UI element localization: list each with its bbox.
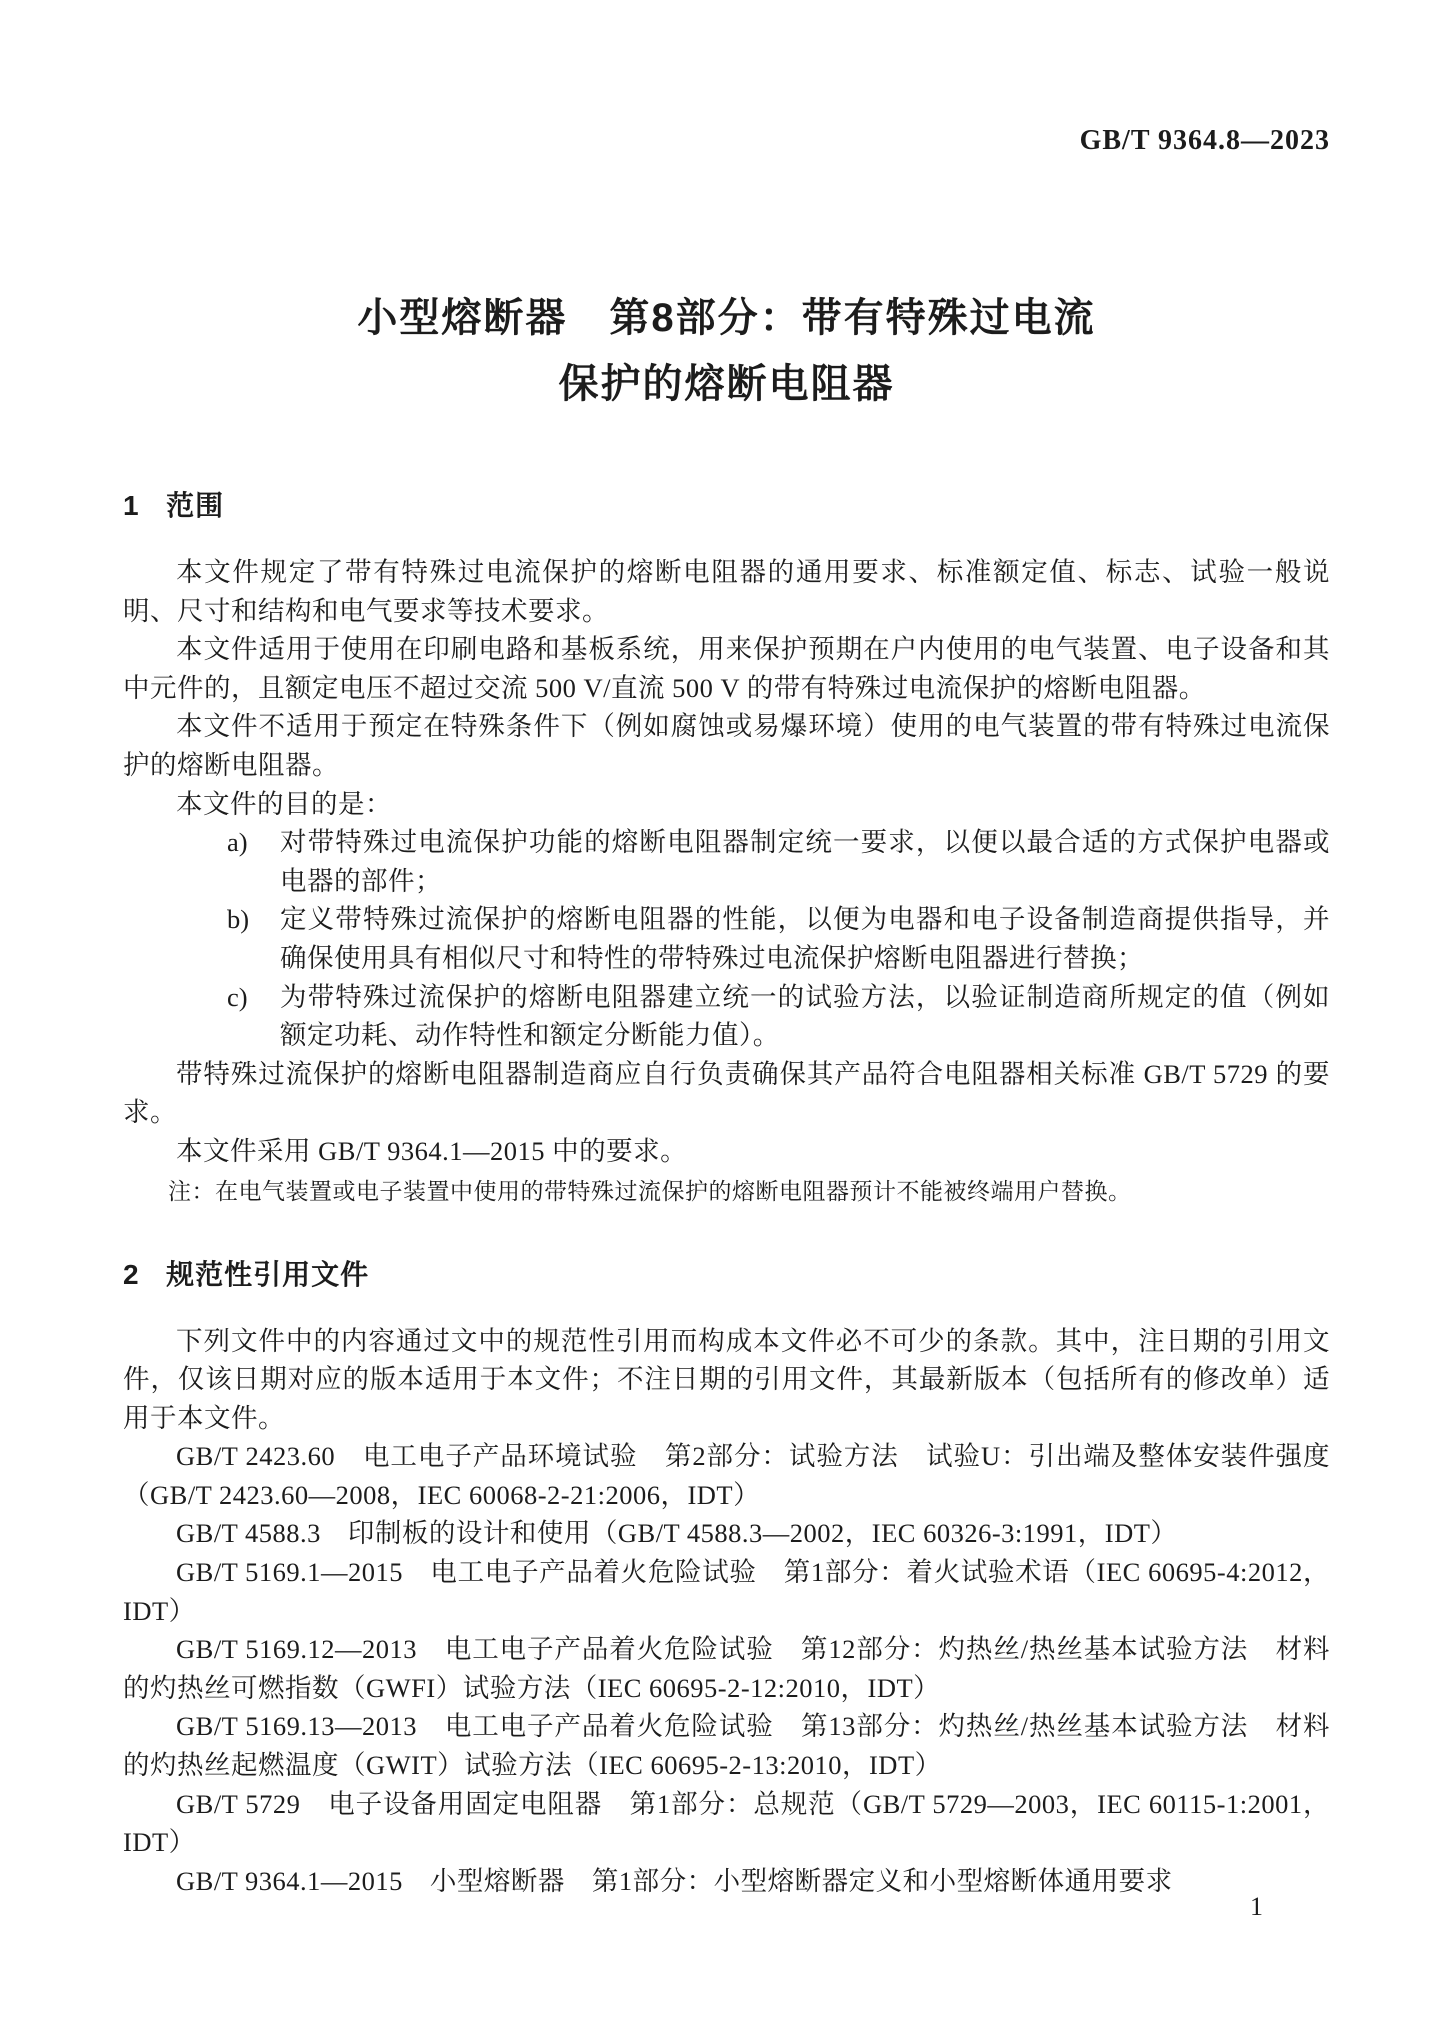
scope-paragraph: 带特殊过流保护的熔断电阻器制造商应自行负责确保其产品符合电阻器相关标准 GB/T 5729 的要求。 [123, 1058, 1330, 1128]
scope-note: 注：在电气装置或电子装置中使用的带特殊过流保护的熔断电阻器预计不能被终端用户替换。 [168, 1178, 1132, 1204]
purpose-list [123, 823, 1330, 1055]
references-intro: 下列文件中的内容通过文中的规范性引用而构成本文件必不可少的条款。其中，注日期的引用文件，仅该日期对应的版本适用于本文件；不注日期的引用文件，其最新版本（包括所有的修改单）适用于本文件。 [123, 1325, 1330, 1433]
reference-entry: GB/T 5169.1—2015 电工电子产品着火危险试验 第1部分：着火试验术语（IEC 60695-4:2012，IDT） [123, 1557, 1330, 1626]
list-item-b-label: b) [227, 904, 250, 935]
reference-entry: GB/T 5729 电子设备用固定电阻器 第1部分：总规范（GB/T 5729—2003，IEC 60115-1:2001，IDT） [123, 1788, 1330, 1858]
section-normative-references [123, 1258, 1330, 1901]
section-2-number: 2 [123, 1258, 140, 1290]
list-item-a-label: a) [227, 827, 248, 858]
scope-paragraph: 本文件适用于使用在印刷电路和基板系统，用来保护预期在户内使用的电气装置、电子设备和其中元件的，且额定电压不超过交流 500 V/直流 500 V 的带有特殊过电流保护的熔断电阻器。 [123, 634, 1330, 703]
document-title-line-2: 保护的熔断电阻器 [558, 362, 895, 406]
scope-paragraph: 本文件规定了带有特殊过电流保护的熔断电阻器的通用要求、标准额定值、标志、试验一般说明、尺寸和结构和电气要求等技术要求。 [123, 557, 1330, 626]
list-item-c [227, 978, 1330, 1055]
document-title [123, 285, 1330, 417]
reference-entry: GB/T 2423.60 电工电子产品环境试验 第2部分：试验方法 试验U：引出端及整体安装件强度（GB/T 2423.60—2008，IEC 60068-2-21:2006，IDT） [123, 1441, 1330, 1510]
scope-paragraph: 本文件的目的是： [176, 788, 392, 819]
section-scope [123, 489, 1330, 1210]
list-item-a-text: 对带特殊过电流保护功能的熔断电阻器制定统一要求，以便以最合适的方式保护电器或电器的部件； [280, 827, 1330, 896]
reference-entry: GB/T 4588.3 印制板的设计和使用（GB/T 4588.3—2002，IEC 60326-3:1991，IDT） [176, 1518, 1178, 1549]
section-2-heading [123, 1258, 1330, 1292]
list-item-b [227, 900, 1330, 977]
reference-entry: GB/T 5169.13—2013 电工电子产品着火危险试验 第13部分：灼热丝/热丝基本试验方法 材料的灼热丝起燃温度（GWIT）试验方法（IEC 60695-2-13:2010，IDT） [123, 1711, 1330, 1781]
section-1-number: 1 [123, 490, 140, 521]
list-item-c-label: c) [227, 981, 248, 1012]
reference-entry: GB/T 9364.1—2015 小型熔断器 第1部分：小型熔断器定义和小型熔断体通用要求 [176, 1865, 1173, 1896]
list-item-b-text: 定义带特殊过流保护的熔断电阻器的性能，以便为电器和电子设备制造商提供指导，并确保使用具有相似尺寸和特性的带特殊过电流保护熔断电阻器进行替换； [280, 904, 1330, 973]
document-title-line-1: 小型熔断器 第8部分：带有特殊过电流 [357, 296, 1096, 340]
section-1-heading [123, 489, 1330, 523]
list-item-c-text: 为带特殊过流保护的熔断电阻器建立统一的试验方法，以验证制造商所规定的值（例如额定功耗、动作特性和额定分断能力值）。 [280, 981, 1330, 1051]
scope-paragraph: 本文件不适用于预定在特殊条件下（例如腐蚀或易爆环境）使用的电气装置的带有特殊过电流保护的熔断电阻器。 [123, 711, 1330, 780]
section-2-title: 规范性引用文件 [166, 1258, 370, 1290]
page-number: 1 [1250, 1892, 1263, 1921]
reference-entry: GB/T 5169.12—2013 电工电子产品着火危险试验 第12部分：灼热丝/热丝基本试验方法 材料的灼热丝可燃指数（GWFI）试验方法（IEC 60695-2-12:2010，IDT） [123, 1634, 1330, 1703]
scope-paragraph: 本文件采用 GB/T 9364.1—2015 中的要求。 [176, 1135, 688, 1166]
list-item-a [227, 823, 1330, 900]
section-1-title: 范围 [166, 490, 225, 521]
standard-code-header: GB/T 9364.8—2023 [1079, 125, 1330, 156]
